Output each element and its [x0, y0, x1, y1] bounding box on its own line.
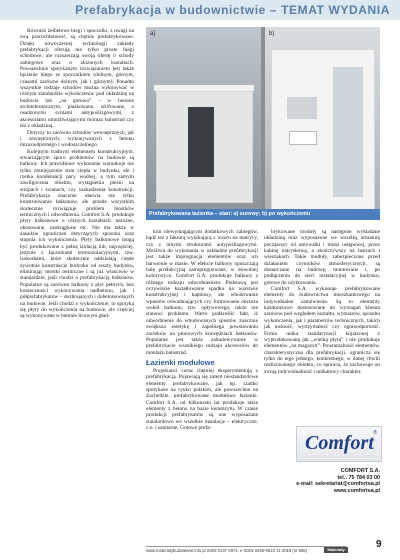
photo-label-b: b): [269, 31, 275, 37]
email-link[interactable]: e-mail: sekretariat@comfortsa.pl: [296, 481, 380, 487]
bathroom-photo: [146, 27, 380, 217]
column-1: [20, 28, 134, 320]
footer-divider: [146, 546, 346, 547]
washbasin: [289, 131, 317, 145]
company-name: COMFORT S.A.: [340, 468, 380, 474]
module-opening: [188, 107, 214, 177]
photo-finished-state: [265, 27, 380, 217]
photo-label-a: a): [150, 31, 156, 37]
logo-wordmark: Comfort: [305, 432, 374, 454]
footer-info: www.materialybudowlane.info.pl ISSN 0137-2971, e-ISSN 2449-951X 11 2018 (nr 555): [146, 548, 308, 553]
photo-caption: Prefabrykowana łazienka – stan: a) surowy; b) po wykończeniu: [146, 209, 380, 220]
website-link[interactable]: www.comfortsa.pl: [333, 487, 380, 494]
page-header: [0, 0, 400, 20]
paragraph: Comfort S.A. wykonuje prefabrykowane elementy do budownictwa mieszkaniowego na indywidualne zamówienie. Są to elementy każdorazowo dostosowane do wymagań klienta zarówno pod względem kształtu, wymiarów, sposobu wykończenia, jak i parametrów technicznych, takich jak nośność, wytrzymałość czy ognioodporność. Firma unika standaryzacji kojarzonej z wyprodukowaną jak „wielką płytą” i nie produkuje elementów „na magazyn”. Powtarzalność elementów, charakterystyczna dla prefabrykacji, ogranicza się tylko do tego jednego, konkretnego, w danej chwili realizowanego obiektu, co sprawia, że zachowuje on swoją indywidualność i unikatowy charakter.: [264, 286, 380, 375]
mirror: [287, 97, 317, 119]
photo-raw-state: [146, 27, 261, 217]
page-number: 9: [376, 539, 382, 550]
contact-block: [296, 468, 380, 494]
column-2: [146, 229, 258, 431]
phone-number: tel.: 75 784 03 00: [337, 474, 380, 481]
paragraph: Również żelbetowe biegi i spoczniki, z uwagi na swą pracochłonność, są chętnie prefabrykowane. Dzięki nowoczesnej technologii zakłady prefabrykacji oferują nie tylko proste biegi schodowe, ale rozszerzają swoją ofertę o schody zabiegowe oraz o złożonych kształtach. Powszechnie spotykanym rozwiązaniem jest także łączenie biegu ze spocznikiem (dolnym, górnym, czasami zarówno dolnym, jak i górnym). Ponadto wszystkie rodzaje schodów można wykonywać w różnym standardzie wykończenia: pod okładzinę na budowie lub „na gotowo” – w betonie architektonicznym, piaskowane, szlifowane, z osadzonymi syntami antypoślizgowymi, z akcesoriami umożliwiającymi montaż balustrad czy też z okładziną.: [20, 28, 134, 130]
registered-mark: ®: [373, 430, 377, 436]
shower-cabin: [333, 67, 363, 197]
paragraph: kim niewymagającym dodatkowych zabiegów, bądź też z fakturą wynikającą z wzoru na matrycy, czy z innymi strukturami antypoślizgowymi. Możliwa do wykonania w zakładzie prefabrykacji jest także impregnacja elementów oraz ich barwienie w masie. W efekcie balkony opuszczają halę produkcyjną zaimpregnowane, w dowolnej kolorystyce. Comfort S.A. produkuje balkony z różnego rodzaju odwodnieniem. Podstawą jest oczywiście kształtowanie spadku na warstwie konstrukcyjnej i kapinosy, ale wbudowanie wpustów odwadniających czy formowanie obrzeża wokół balkonu, tzw. opływowego, także nie stanowi problemu. Warto podkreślić fakt, iż odwodnienie do wbudowanych spustów znacznie zwiększa estetykę i zapobiega powstawaniu zacieków na pionowych krawędziach balkonów. Popularne jest także zabudowywanie w prefabrykacie wszelkiego rodzaju akcesoriów do montażu balustrad.: [146, 229, 258, 356]
magazine-logo: Materiały: [324, 547, 348, 553]
header-title: Prefabrykacja w budownictwie – TEMAT WYDANIA: [75, 3, 390, 17]
section-heading: Łazienki modułowe: [146, 357, 215, 367]
paragraph: Kolejnym tradnym elementem konstrukcyjnym, stwarzającym sporo problemów na budowie są balkony. Ich prawidłowe wykonanie warunkuje nie tylko zmniejszenie strat ciepła w budynku, ale i rzetka kondensacji pary wodnej, a tym samym zawilgocenia obiektu, wystąpienia pleśni na stropach i ścianach, czy uszkodzenia konstrukcji. Prefabrykacja znacznie ułatwia nie tylko konstruowanie balkonów, ale przede wszystkim skutecznie rozwiązuje problem mostków termicznych i odwodnienia. Comfort S.A. produkuje płyty balkonowe o różnych kształtach: narożne, ukosowane, zaokrąglone etc. Nie ma także w zasadzie ograniczeń dotyczących sposobu oraz stopnia ich wykończenia. Płyty balkonowe mogą być produkowane z pełną izolacją lub, najczęściej, jedynie z łącznikami termoizolacyjnymi, tzw. isokorbami, które skutecznie oddzielają ciepłe żywotnie konstrukcje budynku od reszty budynku, eliminując mostki termiczne i są już właściwie w standardzie, jeśli chodzi o prefabrykację balkonów. Popularne są zarówno balkony z płyt pełnych, bez konieczności wykonywania nadbetonu, jak i półprefabrykatów – dozbrajanych i dobetonowanych na budowie. Jeśli chodzi o wykończenie, to spotyka się płyty do wykończenia na budowie, ale częściej są wykonywane w betonie licowym gład-: [20, 148, 134, 320]
paragraph: Projektanci coraz chętniej eksperymentują z prefabrykacją. Pojawiają się zatem niestandardowe elementy prefabrykowane, jak np. rzadko spotykane na rynku polskim, ale powszechne na Zachodzie, prefabrykowane modułowe łazienki. Comfort S.A. od kilkunastu lat produkuje takie elementy z betonu na bazie keramzytu. W czasie produkcji prefabrykatów są one wyposażane standardowo we wszelkie instalacje – elektryczne, c.o. i sanitarne. Gotowe prefa-: [146, 367, 258, 431]
comfort-logo: [296, 426, 382, 462]
paragraph: Dotyczy to zarówno schodów wewnętrznych, jak i zewnętrznych, wykonywanych z betonu mrozoodpornego i wodoszczelnego.: [20, 129, 134, 149]
paragraph: brykowane moduły są następnie wykładane okładziną oraz wyposażone we wszelką armaturę począwszy od umywalki i miski ustępowej, przez kabinę natryskową, a skończywszy na lustrach i wieszakach. Takie moduły, zabezpieczone przed działaniem czynników atmosferycznych, są dostarczane na budowę, montowane i, po podłączeniu do sieci instalacyjnej w budynku, gotowe do użytkowania.: [264, 229, 380, 286]
column-3: [264, 229, 380, 375]
